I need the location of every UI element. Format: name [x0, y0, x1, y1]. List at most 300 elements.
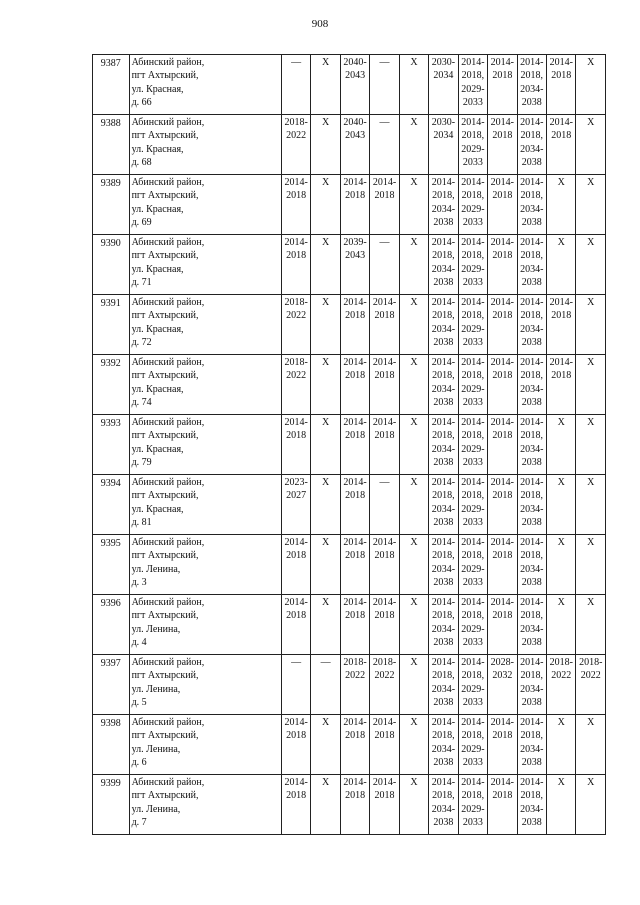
period-line: 2038: [521, 397, 542, 409]
period-cell: [458, 595, 487, 655]
period-line: 2014-: [431, 177, 456, 188]
table-row: [93, 115, 606, 175]
row-number-cell: 9387: [93, 55, 130, 115]
address-line: пгт Ахтырский,: [131, 70, 199, 82]
period-cell: [517, 595, 546, 655]
address-cell: [129, 415, 281, 475]
address-cell: [129, 475, 281, 535]
period-line: 2014-: [461, 477, 485, 488]
period-line: 2022: [286, 310, 307, 322]
period-line: 2043: [345, 130, 366, 142]
period-line: 2018,: [520, 670, 544, 682]
period-cell: [311, 175, 340, 235]
address-line: д. 7: [131, 817, 147, 829]
period-line: 2033: [462, 637, 483, 649]
period-line: Х: [587, 117, 595, 128]
period-line: Х: [587, 717, 595, 728]
period-line: 2029-: [461, 443, 485, 455]
period-line: 2034-: [431, 443, 456, 455]
period-line: 2038: [521, 277, 542, 289]
period-line: 2027: [286, 490, 307, 502]
period-line: 2014-: [431, 417, 456, 428]
period-line: 2014-: [461, 117, 485, 128]
period-cell: [576, 475, 606, 535]
period-line: 2014-: [431, 477, 456, 488]
period-line: 2014-: [490, 117, 514, 128]
table-row: [93, 415, 606, 475]
period-line: 2018,: [461, 190, 485, 202]
period-cell: [311, 715, 340, 775]
period-line: 2018,: [461, 670, 485, 682]
period-line: 2014-: [284, 717, 308, 728]
period-line: 2018: [374, 790, 395, 802]
period-line: Х: [322, 177, 330, 188]
period-cell: [429, 535, 458, 595]
period-line: 2014-: [520, 597, 544, 608]
period-line: 2029-: [461, 803, 485, 815]
period-cell: [458, 235, 487, 295]
period-line: 2034-: [520, 143, 544, 155]
period-cell: [458, 775, 487, 835]
period-line: 2014-: [372, 417, 397, 428]
period-cell: [399, 175, 428, 235]
period-cell: [488, 475, 517, 535]
period-line: 2014-: [520, 777, 544, 788]
period-line: 2014-: [461, 57, 485, 68]
period-cell: [340, 295, 369, 355]
period-cell: [458, 415, 487, 475]
row-number-cell: 9393: [93, 415, 130, 475]
period-cell: [576, 655, 606, 715]
period-line: 2033: [462, 577, 483, 589]
period-line: 2033: [462, 457, 483, 469]
period-cell: [517, 535, 546, 595]
period-line: 2014-: [461, 177, 485, 188]
period-cell: [281, 175, 310, 235]
period-line: 2014-: [372, 777, 397, 788]
period-line: 2018,: [461, 610, 485, 622]
table-row: [93, 355, 606, 415]
table-row: [93, 775, 606, 835]
period-cell: [576, 415, 606, 475]
period-line: 2014-: [372, 297, 397, 308]
period-line: 2033: [462, 757, 483, 769]
address-line: Абинский район,: [131, 57, 205, 68]
period-line: 2014-: [343, 177, 367, 188]
period-line: 2014-: [343, 777, 367, 788]
period-line: 2018-: [372, 657, 397, 668]
period-line: 2038: [433, 457, 454, 469]
period-cell: [429, 295, 458, 355]
period-line: 2029-: [461, 203, 485, 215]
period-line: Х: [322, 237, 330, 248]
period-cell: [488, 175, 517, 235]
period-line: 2018: [345, 550, 366, 562]
period-line: 2018-: [343, 657, 367, 668]
period-line: Х: [410, 777, 418, 788]
period-line: 2034-: [520, 563, 544, 575]
period-line: 2033: [462, 337, 483, 349]
period-line: 2018: [345, 430, 366, 442]
period-cell: [517, 415, 546, 475]
address-line: ул. Красная,: [131, 203, 184, 215]
period-line: 2018,: [461, 70, 485, 82]
period-line: 2030-: [431, 57, 456, 68]
address-cell: [129, 295, 281, 355]
period-cell: [399, 415, 428, 475]
period-line: 2018: [492, 250, 513, 262]
address-line: пгт Ахтырский,: [131, 670, 199, 682]
period-cell: [576, 355, 606, 415]
period-line: 2038: [433, 577, 454, 589]
table-row: [93, 595, 606, 655]
period-line: 2039-: [343, 237, 367, 248]
address-line: Абинский район,: [131, 237, 205, 248]
period-cell: [281, 355, 310, 415]
period-line: 2018-: [579, 657, 603, 668]
period-line: 2018,: [461, 550, 485, 562]
table-row: [93, 655, 606, 715]
period-cell: [311, 655, 340, 715]
period-line: 2014-: [284, 417, 308, 428]
address-line: Абинский район,: [131, 777, 205, 788]
period-line: Х: [557, 537, 565, 548]
period-line: 2014-: [284, 537, 308, 548]
period-line: 2034-: [520, 743, 544, 755]
period-cell: [311, 355, 340, 415]
address-line: д. 5: [131, 697, 147, 709]
period-line: Х: [322, 597, 330, 608]
period-line: 2014-: [490, 537, 514, 548]
period-line: 2018,: [520, 610, 544, 622]
period-cell: [370, 415, 399, 475]
period-line: 2014-: [343, 477, 367, 488]
period-line: 2014-: [520, 177, 544, 188]
period-line: 2018,: [520, 490, 544, 502]
period-cell: [458, 295, 487, 355]
period-line: 2038: [521, 157, 542, 169]
address-line: пгт Ахтырский,: [131, 130, 199, 142]
period-line: Х: [322, 717, 330, 728]
address-line: ул. Красная,: [131, 83, 184, 95]
address-cell: [129, 595, 281, 655]
period-line: 2018,: [432, 730, 455, 742]
period-cell: [576, 535, 606, 595]
period-line: 2014-: [520, 417, 544, 428]
period-cell: [429, 235, 458, 295]
period-line: —: [379, 237, 390, 248]
period-line: 2034-: [520, 323, 544, 335]
period-line: —: [379, 117, 390, 128]
period-line: 2014-: [520, 357, 544, 368]
address-line: Абинский район,: [131, 537, 205, 548]
period-cell: [340, 475, 369, 535]
period-line: 2014-: [461, 777, 485, 788]
period-line: 2018: [286, 610, 307, 622]
row-number-cell: 9395: [93, 535, 130, 595]
address-line: Абинский район,: [131, 417, 205, 428]
period-cell: [281, 295, 310, 355]
period-line: 2022: [345, 670, 366, 682]
period-line: 2038: [521, 817, 542, 829]
period-cell: [370, 115, 399, 175]
period-line: 2014-: [490, 417, 514, 428]
period-line: 2018,: [432, 250, 455, 262]
period-line: Х: [557, 477, 565, 488]
period-line: 2014-: [372, 177, 397, 188]
period-line: 2018: [551, 310, 572, 322]
period-line: 2038: [521, 577, 542, 589]
period-line: —: [379, 477, 390, 488]
period-cell: [547, 415, 576, 475]
period-line: 2029-: [461, 143, 485, 155]
address-line: ул. Красная,: [131, 263, 184, 275]
period-cell: [488, 595, 517, 655]
period-cell: [517, 235, 546, 295]
period-line: 2034-: [520, 83, 544, 95]
period-line: —: [379, 57, 390, 68]
period-line: 2014-: [490, 177, 514, 188]
period-cell: [311, 775, 340, 835]
period-cell: [399, 475, 428, 535]
period-line: 2033: [462, 97, 483, 109]
period-line: 2018: [286, 730, 307, 742]
period-line: 2018,: [461, 730, 485, 742]
address-line: ул. Ленина,: [131, 743, 181, 755]
period-cell: [370, 595, 399, 655]
period-cell: [488, 415, 517, 475]
period-line: 2018,: [432, 610, 455, 622]
period-cell: [517, 295, 546, 355]
period-line: 2038: [521, 697, 542, 709]
period-cell: [281, 415, 310, 475]
period-line: 2029-: [461, 743, 485, 755]
period-line: Х: [587, 57, 595, 68]
period-line: 2014-: [461, 597, 485, 608]
period-line: 2018,: [520, 370, 544, 382]
period-cell: [281, 115, 310, 175]
period-cell: [429, 715, 458, 775]
period-line: 2018: [492, 730, 513, 742]
period-cell: [370, 355, 399, 415]
table-row: [93, 535, 606, 595]
period-line: 2034-: [520, 803, 544, 815]
period-line: 2018: [345, 310, 366, 322]
period-line: 2043: [345, 250, 366, 262]
period-line: Х: [557, 237, 565, 248]
address-line: пгт Ахтырский,: [131, 730, 199, 742]
period-line: Х: [410, 537, 418, 548]
address-line: Абинский район,: [131, 477, 205, 488]
period-line: Х: [557, 177, 565, 188]
period-line: 2034-: [520, 263, 544, 275]
period-line: 2034-: [520, 203, 544, 215]
period-cell: [576, 595, 606, 655]
period-cell: [429, 175, 458, 235]
address-cell: [129, 115, 281, 175]
period-line: 2038: [521, 757, 542, 769]
period-cell: [399, 115, 428, 175]
period-cell: [311, 475, 340, 535]
period-line: 2033: [462, 277, 483, 289]
period-cell: [370, 475, 399, 535]
period-line: 2018: [374, 190, 395, 202]
period-line: 2014-: [461, 657, 485, 668]
period-line: 2014-: [549, 357, 573, 368]
period-line: 2014-: [461, 297, 485, 308]
period-cell: [370, 715, 399, 775]
period-line: Х: [587, 237, 595, 248]
period-cell: [458, 115, 487, 175]
period-line: 2038: [433, 757, 454, 769]
period-line: 2018,: [520, 190, 544, 202]
period-line: Х: [587, 357, 595, 368]
period-line: 2038: [433, 397, 454, 409]
period-line: 2018,: [461, 250, 485, 262]
period-line: 2014-: [431, 237, 456, 248]
address-cell: [129, 235, 281, 295]
period-cell: [517, 715, 546, 775]
period-cell: [429, 115, 458, 175]
address-line: Абинский район,: [131, 177, 205, 188]
period-line: 2033: [462, 157, 483, 169]
address-line: ул. Ленина,: [131, 623, 181, 635]
row-number-cell: 9394: [93, 475, 130, 535]
period-line: Х: [322, 777, 330, 788]
period-cell: [576, 115, 606, 175]
period-line: Х: [587, 477, 595, 488]
row-number-cell: 9388: [93, 115, 130, 175]
period-line: 2018: [286, 250, 307, 262]
period-cell: [340, 355, 369, 415]
period-line: 2034-: [431, 623, 456, 635]
period-line: 2029-: [461, 83, 485, 95]
period-cell: [458, 175, 487, 235]
page-number: 908: [311, 18, 329, 30]
period-cell: [340, 415, 369, 475]
address-cell: [129, 775, 281, 835]
address-line: д. 72: [131, 337, 152, 349]
period-cell: [370, 535, 399, 595]
period-line: Х: [322, 117, 330, 128]
row-number-cell: 9390: [93, 235, 130, 295]
period-cell: [458, 535, 487, 595]
period-line: Х: [557, 597, 565, 608]
period-cell: [429, 595, 458, 655]
period-line: 2018: [345, 190, 366, 202]
address-line: ул. Красная,: [131, 383, 184, 395]
period-cell: [399, 775, 428, 835]
period-line: 2018-: [284, 117, 308, 128]
period-line: 2014-: [520, 537, 544, 548]
period-line: 2014-: [284, 777, 308, 788]
period-line: 2029-: [461, 623, 485, 635]
period-cell: [281, 655, 310, 715]
period-line: 2014-: [284, 177, 308, 188]
period-line: 2018: [345, 370, 366, 382]
address-cell: [129, 535, 281, 595]
address-line: Абинский район,: [131, 117, 205, 128]
period-line: 2014-: [372, 597, 397, 608]
period-line: 2022: [286, 130, 307, 142]
period-line: 2018: [551, 70, 572, 82]
address-line: ул. Ленина,: [131, 563, 181, 575]
period-line: 2014-: [431, 777, 456, 788]
period-cell: [370, 295, 399, 355]
period-line: 2018: [374, 550, 395, 562]
period-line: 2034-: [520, 683, 544, 695]
period-line: 2038: [521, 457, 542, 469]
period-line: 2018,: [520, 250, 544, 262]
period-cell: [517, 475, 546, 535]
period-cell: [488, 715, 517, 775]
period-cell: [488, 655, 517, 715]
address-line: д. 71: [131, 277, 152, 289]
period-line: 2029-: [461, 563, 485, 575]
period-cell: [340, 535, 369, 595]
period-line: Х: [410, 717, 418, 728]
row-number-cell: 9396: [93, 595, 130, 655]
period-cell: [370, 175, 399, 235]
period-line: 2018: [492, 190, 513, 202]
address-line: пгт Ахтырский,: [131, 610, 199, 622]
address-line: д. 3: [131, 577, 147, 589]
period-line: 2018,: [432, 790, 455, 802]
period-cell: [517, 775, 546, 835]
period-line: 2018,: [520, 310, 544, 322]
period-cell: [458, 55, 487, 115]
address-line: Абинский район,: [131, 597, 205, 608]
period-line: 2014-: [284, 237, 308, 248]
period-line: 2022: [580, 670, 601, 682]
period-line: 2033: [462, 397, 483, 409]
period-line: Х: [410, 477, 418, 488]
period-line: 2014-: [461, 537, 485, 548]
period-line: 2018: [492, 550, 513, 562]
period-line: 2018,: [520, 130, 544, 142]
address-line: пгт Ахтырский,: [131, 550, 199, 562]
period-cell: [399, 55, 428, 115]
period-line: 2034-: [520, 383, 544, 395]
period-line: 2018,: [432, 370, 455, 382]
period-cell: [488, 235, 517, 295]
period-line: 2018,: [432, 490, 455, 502]
period-line: 2030-: [431, 117, 456, 128]
period-line: 2040-: [343, 57, 367, 68]
period-line: 2034-: [520, 503, 544, 515]
period-line: 2018-: [284, 297, 308, 308]
period-cell: [340, 235, 369, 295]
address-line: ул. Ленина,: [131, 683, 181, 695]
period-line: 2034-: [431, 323, 456, 335]
period-line: Х: [322, 57, 330, 68]
period-line: 2040-: [343, 117, 367, 128]
period-cell: [517, 115, 546, 175]
period-line: 2038: [521, 97, 542, 109]
period-line: 2038: [433, 637, 454, 649]
period-cell: [517, 55, 546, 115]
period-line: 2018: [286, 550, 307, 562]
period-cell: [488, 295, 517, 355]
period-cell: [311, 415, 340, 475]
address-line: д. 81: [131, 517, 152, 529]
period-line: Х: [587, 537, 595, 548]
period-line: 2014-: [431, 357, 456, 368]
period-line: Х: [410, 417, 418, 428]
period-cell: [399, 655, 428, 715]
period-cell: [281, 475, 310, 535]
address-cell: [129, 355, 281, 415]
